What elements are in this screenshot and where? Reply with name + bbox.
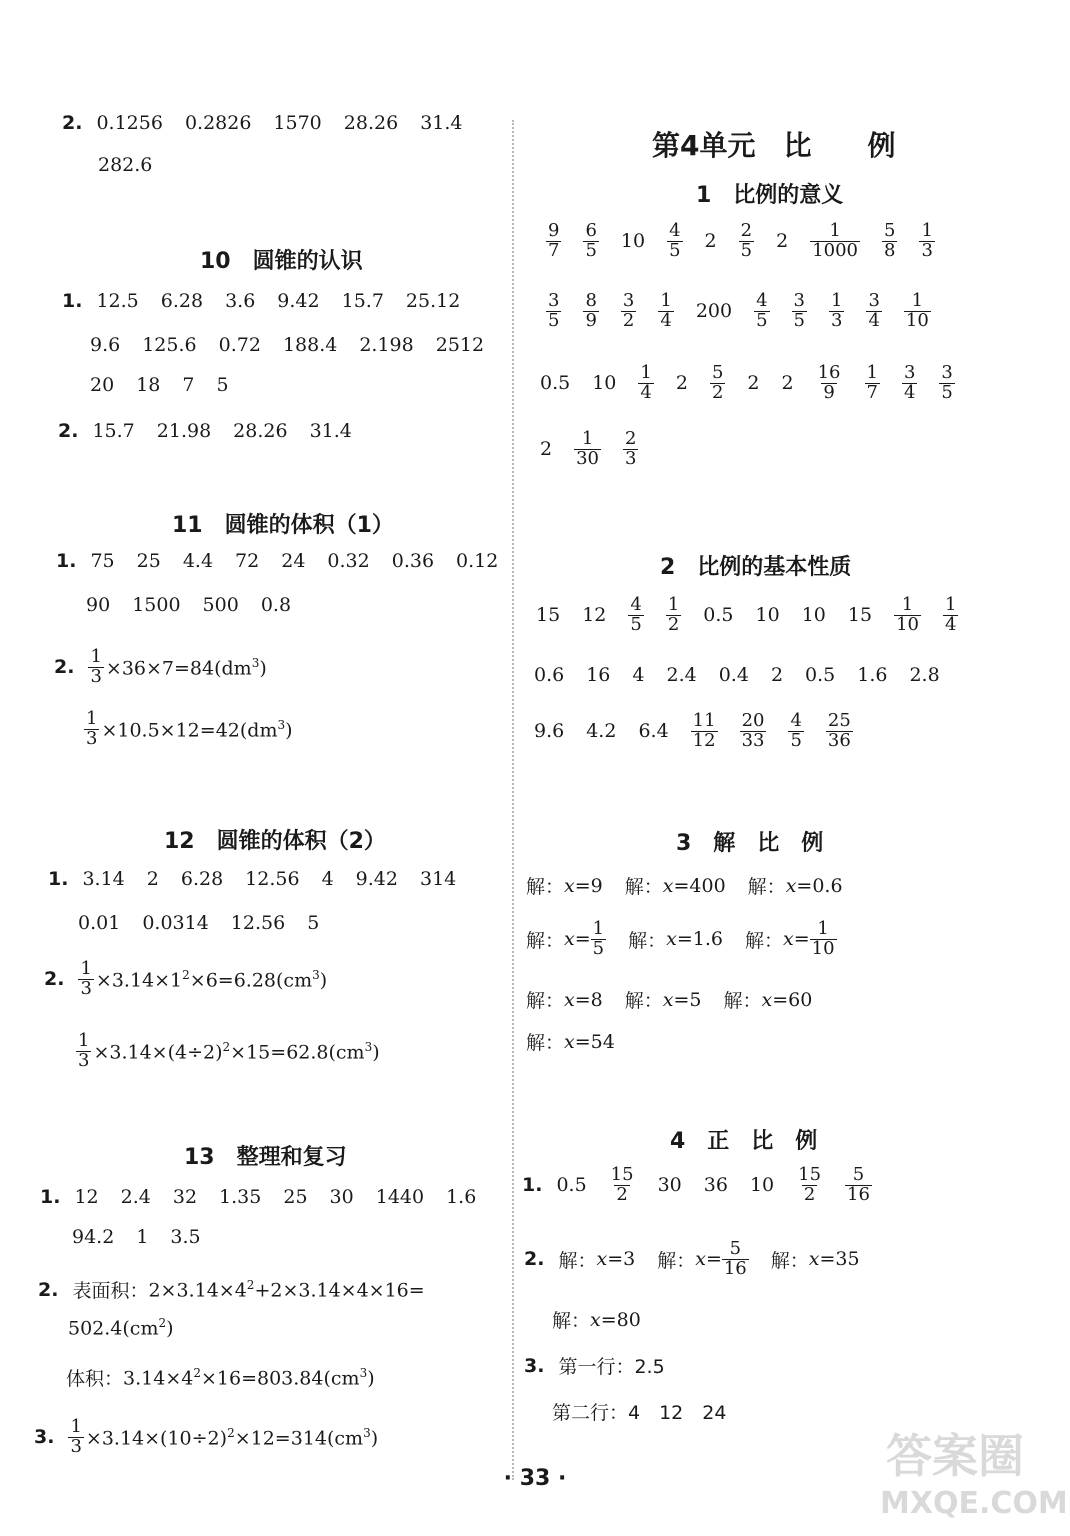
s9-q2-row1: 2. 0.1256 0.2826 1570 28.26 31.4 [62,112,463,134]
s12-q2-eq2: $\frac{1}{3}$ $\times 3.14\times(4\div 2)^2\times 15=62.8(cm^3)$ [78,1030,380,1071]
s10-q1-row3: 20 18 7 5 [90,374,229,396]
s2-row2: 0.6 16 4 2.4 0.4 2 0.5 1.6 2.8 [534,664,940,686]
s11-q2-eq2: $\frac{1}{3}$ $\times 10.5\times 12=42(dm^3)$ [86,708,293,749]
s12-q1-row2: 0.01 0.0314 12.56 5 [78,912,320,934]
unit-title: 第4单元 比 例 [652,129,896,162]
section-title-11: 11 圆锥的体积（1） [172,513,394,538]
s10-q1-row1: 1. 12.5 6.28 3.6 9.42 15.7 25.12 [62,290,461,312]
s1-row4: 2 $\frac{1}{30}$ $\frac{2}{3}$ [540,428,637,469]
s4-q3-row2: 第二行：4 12 24 [552,1402,727,1424]
section-title-12: 12 圆锥的体积（2） [164,829,386,854]
column-divider [512,120,514,1480]
s13-q2-area-result: $502.4(cm^2)$ [68,1316,174,1340]
s13-q2-volume: 体积： $3.14\times 4^2\times 16=803.84(cm^3)$ [66,1365,375,1390]
s4-q2-row1: 2. 解： x = 3 解： x = $\frac{5}{16}$ 解： x = 35 [524,1238,860,1279]
s1-row2: $\frac{3}{5}$ $\frac{8}{9}$ $\frac{3}{2}$ $\frac{1}{4}$ 200 $\frac{4}{5}$ $\frac{3}{5}$ $\frac{1}{3}$ $\frac{3}{4}$ $\frac{1}{10}$ [548,290,929,331]
watermark-line1: 答案圈 [886,1429,1024,1483]
s13-q3-eq: 3. $\frac{1}{3}$ $\times 3.14\times(10\div 2)^2\times 12=314(cm^3)$ [34,1416,379,1457]
s13-q2-area: 2. 表面积： $2\times 3.14\times 4^2+2\times 3.14\times 4\times 16=$ [38,1277,425,1302]
s13-q1-row1: 1. 12 2.4 32 1.35 25 30 1440 1.6 [40,1186,477,1208]
s11-q2-eq1: 2. $\frac{1}{3}$ $\times 36\times 7=84(dm^3)$ [54,646,267,687]
section-title-2: 2 比例的基本性质 [660,555,852,580]
s10-q2-row1: 2. 15.7 21.98 28.26 31.4 [58,420,352,442]
s2-row1: 15 12 $\frac{4}{5}$ $\frac{1}{2}$ 0.5 10 10 15 $\frac{1}{10}$ $\frac{1}{4}$ [536,594,957,635]
section-title-10: 10 圆锥的认识 [200,249,363,274]
s3-row1: 解： x = 9 解： x = 400 解： x = 0.6 [526,874,843,898]
section-title-1: 1 比例的意义 [696,183,844,208]
s3-row3: 解： x = 8 解： x = 5 解： x = 60 [526,988,813,1012]
s3-row2: 解： x = $\frac{1}{5}$ 解： x = 1.6 解： x = $\frac{1}{10}$ [526,918,835,959]
s1-row3: 0.5 10 $\frac{1}{4}$ 2 $\frac{5}{2}$ 2 2 $\frac{16}{9}$ $\frac{1}{7}$ $\frac{3}{4}$ $\frac{3}{5}$ [540,362,953,403]
s11-q1-row2: 90 1500 500 0.8 [86,594,292,616]
watermark-line2: MXQE.COM [880,1486,1068,1521]
section-title-4: 4 正 比 例 [670,1129,818,1154]
watermark [880,1420,1068,1530]
s1-row1: $\frac{9}{7}$ $\frac{6}{5}$ 10 $\frac{4}{5}$ 2 $\frac{2}{5}$ 2 $\frac{1}{1000}$ $\frac{5}{8}$ $\frac{1}{3}$ [548,220,933,261]
s4-q1-row: 1. 0.5 $\frac{15}{2}$ 30 36 10 $\frac{15}{2}$ $\frac{5}{16}$ [522,1164,870,1205]
section-title-3: 3 解 比 例 [676,831,824,856]
s9-q2-row2: 282.6 [98,154,153,176]
s11-q1-row1: 1. 75 25 4.4 72 24 0.32 0.36 0.12 [56,550,499,572]
s2-row3: 9.6 4.2 6.4 $\frac{11}{12}$ $\frac{20}{33}$ $\frac{4}{5}$ $\frac{25}{36}$ [534,710,851,751]
section-title-13: 13 整理和复习 [184,1145,347,1170]
page-number: · 33 · [503,1466,567,1491]
s10-q1-row2: 9.6 125.6 0.72 188.4 2.198 2512 [90,334,485,356]
s3-row4: 解： x = 54 [526,1030,615,1054]
s12-q1-row1: 1. 3.14 2 6.28 12.56 4 9.42 314 [48,868,457,890]
s13-q1-row2: 94.2 1 3.5 [72,1226,201,1248]
s12-q2-eq1: 2. $\frac{1}{3}$ $\times 3.14\times 1^2\times 6=6.28(cm^3)$ [44,958,328,999]
s4-q3-row1: 3. 第一行：2.5 [524,1354,665,1378]
s4-q2-row2: 解： x = 80 [552,1308,641,1332]
